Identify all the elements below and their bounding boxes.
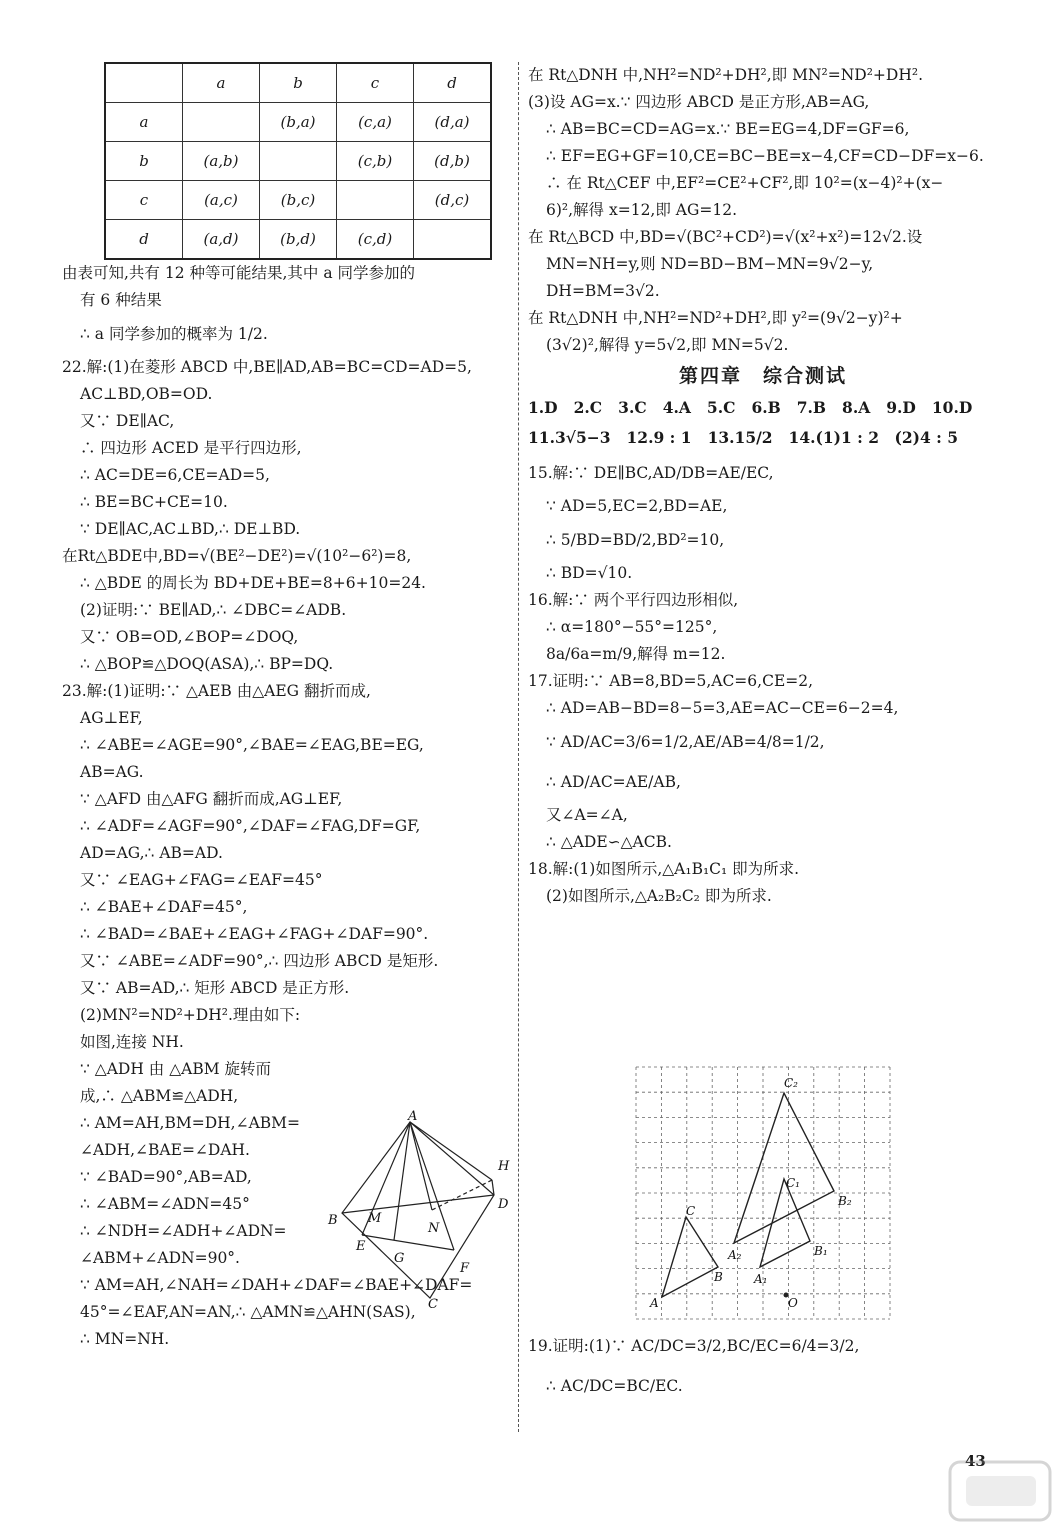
text-line: ∴ ∠BAE+∠DAF=45°,: [80, 898, 248, 916]
text-line: 又∵ OB=OD,∠BOP=∠DOQ,: [80, 628, 299, 646]
table-cell: (a,c): [183, 181, 260, 220]
geometry-figure-square: [322, 1110, 522, 1310]
table-cell: (c,d): [337, 220, 414, 260]
text-line: AD=AG,∴ AB=AD.: [80, 844, 223, 862]
text-line: ∴ AB=BC=CD=AG=x.∵ BE=EG=4,DF=GF=6,: [546, 120, 910, 138]
text-line: 有 6 种结果: [80, 291, 162, 309]
text-line: ∴ 在 Rt△CEF 中,EF²=CE²+CF²,即 10²=(x−4)²+(x−: [546, 174, 944, 192]
table-cell: (a,b): [183, 142, 260, 181]
text-line: ∴ BE=BC+CE=10.: [80, 493, 228, 511]
text-line: ∵ AD/AC=3/6=1/2,AE/AB=4/8=1/2,: [546, 733, 825, 751]
page-number: 43: [965, 1452, 986, 1470]
text-line: AG⊥EF,: [80, 709, 143, 727]
figure-label: C: [428, 1297, 438, 1310]
text-line: 19.证明:(1)∵ AC/DC=3/2,BC/EC=6/4=3/2,: [528, 1337, 860, 1355]
text-line: 在 Rt△BCD 中,BD=√(BC²+CD²)=√(x²+x²)=12√2.设: [528, 228, 923, 246]
figure-label: N: [428, 1221, 440, 1236]
text-line: ∴ 5/BD=BD/2,BD²=10,: [546, 531, 725, 549]
figure-label: B₂: [838, 1194, 852, 1208]
answer-item: 10.D: [931, 398, 973, 417]
answer-item: 3.C: [618, 398, 647, 417]
table-cell: [414, 220, 492, 260]
text-line: (2)MN²=ND²+DH².理由如下:: [80, 1006, 301, 1024]
table-cell: [337, 181, 414, 220]
text-line: ∵ ∠BAD=90°,AB=AD,: [80, 1168, 252, 1186]
figure-label: B: [328, 1213, 338, 1228]
text-line: 在 Rt△DNH 中,NH²=ND²+DH²,即 MN²=ND²+DH².: [528, 66, 924, 84]
figure-label: O: [788, 1296, 798, 1310]
text-line: ∴ α=180°−55°=125°,: [546, 618, 718, 636]
figure-label: F: [460, 1261, 470, 1276]
answer-item: 4.A: [662, 398, 691, 417]
text-line: ∴ AC=DE=6,CE=AD=5,: [80, 466, 270, 484]
text-line: ∠ABM+∠ADN=90°.: [80, 1249, 240, 1267]
watermark-logo: [946, 1456, 1056, 1526]
right-solution-text-2: [528, 453, 998, 910]
table-row: [105, 63, 491, 103]
text-line: DH=BM=3√2.: [546, 282, 660, 300]
table-cell: (b,c): [260, 181, 337, 220]
table-cell: c: [337, 63, 414, 103]
figure-label: C: [686, 1204, 696, 1218]
table-cell: [105, 63, 183, 103]
figure-label: M: [368, 1211, 382, 1226]
right-column: [528, 62, 998, 910]
figure-label: A: [408, 1110, 418, 1124]
answer-item: 8.A: [842, 398, 871, 417]
text-line: 又∠A=∠A,: [546, 806, 628, 824]
table-cell: a: [105, 103, 183, 142]
text-line: ∵ △ADH 由 △ABM 旋转而: [80, 1060, 272, 1078]
figure-label: A₂: [728, 1248, 742, 1262]
text-line: ∴ a 同学参加的概率为 1/2.: [80, 325, 268, 343]
answer-item: 5.C: [706, 398, 736, 417]
answer-item: 12.9 : 1: [626, 428, 692, 447]
text-line: ∴ AD/AC=AE/AB,: [546, 773, 681, 791]
text-line: 又∵ ∠EAG+∠FAG=∠EAF=45°: [80, 871, 323, 889]
answer-item: 2.C: [573, 398, 603, 417]
text-line: ∴ EF=EG+GF=10,CE=BC−BE=x−4,CF=CD−DF=x−6.: [546, 147, 984, 165]
figure-label: B: [714, 1270, 723, 1284]
text-line: ∴ △BDE 的周长为 BD+DE+BE=8+6+10=24.: [80, 574, 426, 592]
text-line: ∴ MN=NH.: [80, 1330, 170, 1348]
figure-label: A₁: [754, 1272, 768, 1286]
answers-row-2: [528, 423, 998, 453]
text-line: 22.解:(1)在菱形 ABCD 中,BE∥AD,AB=BC=CD=AD=5,: [62, 358, 472, 376]
table-cell: d: [105, 220, 183, 260]
text-line: 17.证明:∵ AB=8,BD=5,AC=6,CE=2,: [528, 672, 814, 690]
text-line: AC⊥BD,OB=OD.: [80, 385, 213, 403]
text-line: 23.解:(1)证明:∵ △AEB 由△AEG 翻折而成,: [62, 682, 371, 700]
text-line: MN=NH=y,则 ND=BD−BM−MN=9√2−y,: [546, 255, 874, 273]
right-solution-text-3: [528, 1326, 998, 1406]
outcome-table: [104, 62, 492, 260]
table-cell: (b,d): [260, 220, 337, 260]
text-line: AB=AG.: [80, 763, 144, 781]
table-cell: a: [183, 63, 260, 103]
text-line: 8a/6a=m/9,解得 m=12.: [546, 645, 726, 663]
figure-label: D: [498, 1197, 509, 1212]
text-line: ∴ ∠ADF=∠AGF=90°,∠DAF=∠FAG,DF=GF,: [80, 817, 421, 835]
text-line: ∴ ∠ABE=∠AGE=90°,∠BAE=∠EAG,BE=EG,: [80, 736, 424, 754]
text-line: 45°=∠EAF,AN=AN,∴ △AMN≌△AHN(SAS),: [80, 1303, 416, 1321]
table-cell: (a,d): [183, 220, 260, 260]
text-line: 18.解:(1)如图所示,△A₁B₁C₁ 即为所求.: [528, 860, 800, 878]
table-cell: (d,a): [414, 103, 492, 142]
text-line: 在 Rt△DNH 中,NH²=ND²+DH²,即 y²=(9√2−y)²+: [528, 309, 903, 327]
text-line: 成,∴ △ABM≌△ADH,: [80, 1087, 239, 1105]
text-line: ∵ DE∥AC,AC⊥BD,∴ DE⊥BD.: [80, 520, 301, 538]
text-line: ∴ ∠ABM=∠ADN=45°: [80, 1195, 250, 1213]
answer-item: 7.B: [796, 398, 827, 417]
text-line: (2)如图所示,△A₂B₂C₂ 即为所求.: [546, 887, 772, 905]
text-line: ∠ADH,∠BAE=∠DAH.: [80, 1141, 250, 1159]
table-row: [105, 181, 491, 220]
text-line: ∵ △AFD 由△AFG 翻折而成,AG⊥EF,: [80, 790, 343, 808]
figure-label: C₂: [784, 1076, 798, 1090]
text-line: ∵ AM=AH,∠NAH=∠DAH+∠DAF=∠BAE+∠DAF=: [80, 1276, 473, 1294]
table-cell: c: [105, 181, 183, 220]
text-line: ∴ ∠BAD=∠BAE+∠EAG+∠FAG+∠DAF=90°.: [80, 925, 429, 943]
text-line: ∴ AC/DC=BC/EC.: [546, 1377, 683, 1395]
text-line: (2)证明:∵ BE∥AD,∴ ∠DBC=∠ADB.: [80, 601, 347, 619]
table-cell: (d,c): [414, 181, 492, 220]
text-line: 15.解:∵ DE∥BC,AD/DB=AE/EC,: [528, 464, 774, 482]
answer-item: 14.(1)1 : 2 (2)4 : 5: [788, 428, 959, 447]
text-line: 6)²,解得 x=12,即 AG=12.: [546, 201, 737, 219]
chapter-title: 第四章 综合测试: [678, 365, 847, 387]
figure-label: C₁: [786, 1176, 800, 1190]
answer-item: 6.B: [751, 398, 781, 417]
text-line: 16.解:∵ 两个平行四边形相似,: [528, 591, 739, 609]
table-row: [105, 142, 491, 181]
table-cell: (d,b): [414, 142, 492, 181]
answer-item: 11.3√5−3: [528, 428, 611, 447]
table-cell: b: [105, 142, 183, 181]
text-line: 又∵ ∠ABE=∠ADF=90°,∴ 四边形 ABCD 是矩形.: [80, 952, 439, 970]
figure-label: H: [498, 1159, 510, 1174]
text-line: 由表可知,共有 12 种等可能结果,其中 a 同学参加的: [62, 264, 416, 282]
table-cell: d: [414, 63, 492, 103]
table-cell: (b,a): [260, 103, 337, 142]
answers-row-1: [528, 393, 998, 423]
answer-item: 1.D: [528, 398, 558, 417]
text-line: ∴ 四边形 ACED 是平行四边形,: [80, 439, 302, 457]
text-line: (3√2)²,解得 y=5√2,即 MN=5√2.: [546, 336, 789, 354]
text-line: ∴ ∠NDH=∠ADH+∠ADN=: [80, 1222, 287, 1240]
figure-label: B₁: [814, 1244, 828, 1258]
text-line: 又∵ AB=AD,∴ 矩形 ABCD 是正方形.: [80, 979, 350, 997]
text-line: 在Rt△BDE中,BD=√(BE²−DE²)=√(10²−6²)=8,: [62, 547, 412, 565]
text-line: ∴ AD=AB−BD=8−5=3,AE=AC−CE=6−2=4,: [546, 699, 899, 717]
figure-label: G: [394, 1251, 405, 1266]
table-cell: (c,a): [337, 103, 414, 142]
figure-label: A: [650, 1296, 659, 1310]
grid-figure-triangles: [634, 1065, 894, 1323]
table-row: [105, 103, 491, 142]
table-cell: [183, 103, 260, 142]
text-line: 又∵ DE∥AC,: [80, 412, 175, 430]
table-row: [105, 220, 491, 260]
right-solution-text: [528, 62, 998, 359]
table-cell: (c,b): [337, 142, 414, 181]
text-line: ∴ △BOP≌△DOQ(ASA),∴ BP=DQ.: [80, 655, 334, 673]
text-line: ∴ BD=√10.: [546, 564, 633, 582]
text-line: ∴ △ADE∽△ACB.: [546, 833, 672, 851]
figure-label: E: [356, 1239, 366, 1254]
text-line: ∵ AD=5,EC=2,BD=AE,: [546, 497, 728, 515]
table-cell: b: [260, 63, 337, 103]
answer-item: 13.15/2: [707, 428, 773, 447]
table-cell: [260, 142, 337, 181]
text-line: ∴ AM=AH,BM=DH,∠ABM=: [80, 1114, 301, 1132]
answer-item: 9.D: [886, 398, 916, 417]
text-line: (3)设 AG=x.∵ 四边形 ABCD 是正方形,AB=AG,: [528, 93, 870, 111]
text-line: 如图,连接 NH.: [80, 1033, 184, 1051]
